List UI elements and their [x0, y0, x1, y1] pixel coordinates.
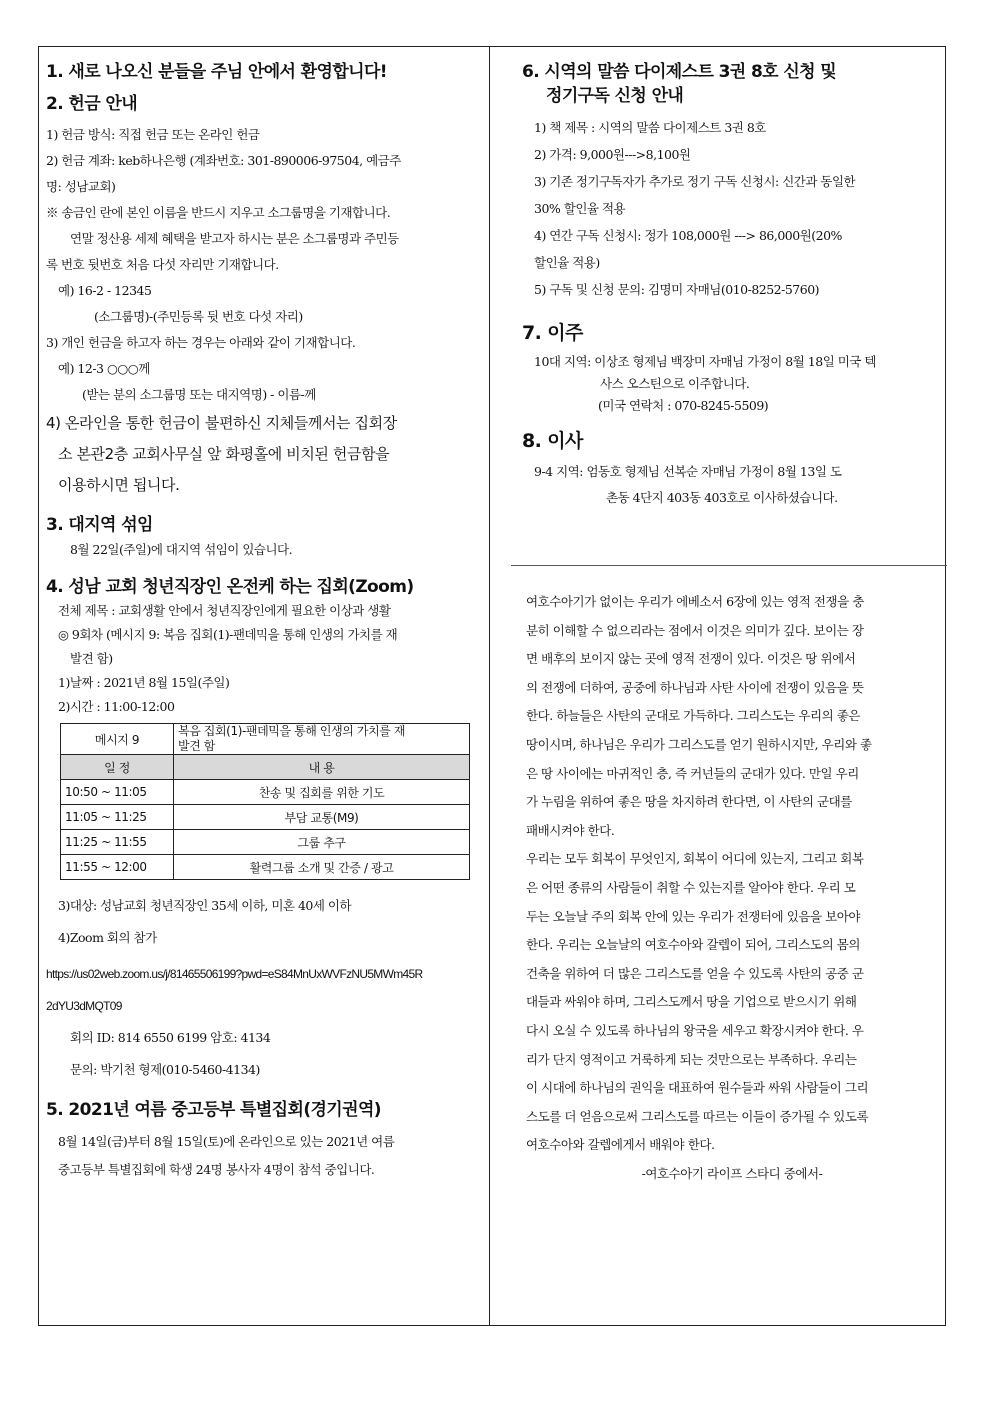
study-line: 두는 오늘날 주의 회복 안에 있는 우리가 전쟁터에 있음을 보아야: [526, 908, 860, 924]
offering-note: 4) 온라인을 통한 헌금이 불편하신 지체들께서는 집회장: [46, 414, 397, 432]
region-text: 8월 22일(주일)에 대지역 섞임이 있습니다.: [70, 542, 293, 557]
study-line: 땅이시며, 하나님은 우리가 그리스도를 얻기 원하시지만, 우리와 좋: [526, 736, 872, 752]
schedule-table: [60, 723, 470, 880]
schedule-header-row: [61, 724, 470, 755]
welcome-title: 1. 새로 나오신 분들을 주님 안에서 환영합니다!: [46, 62, 387, 82]
section-welcome: [46, 60, 486, 84]
youth-zoom: 4)Zoom 회의 참가: [58, 930, 157, 945]
left-column: [46, 60, 486, 1196]
offering-line: 명: 성남교회): [46, 179, 116, 194]
digest-line: 할인율 적용): [534, 255, 600, 270]
youth-time: 2)시간 : 11:00-12:00: [58, 699, 175, 714]
offering-example-note: (소그룹명)-(주민등록 뒷 번호 다섯 자리): [94, 309, 303, 324]
row-time: 10:50 ~ 11:05: [61, 780, 174, 805]
digest-line: 3) 기존 정기구독자가 추가로 정기 구독 신청시: 신간과 동일한: [534, 174, 856, 189]
youth-target: 3)대상: 성남교회 청년직장인 35세 이하, 미혼 40세 이하: [58, 898, 352, 913]
table-row: [61, 855, 470, 880]
meeting-contact: 문의: 박기천 형제(010-5460-4134): [70, 1062, 260, 1077]
digest-line: 4) 연간 구독 신청시: 정가 108,000원 ---> 86,000원(20%: [534, 228, 842, 243]
col-time: 일 정: [61, 755, 174, 780]
offering-line: 2) 헌금 계좌: keb하나은행 (계좌번호: 301-890006-97504, 예금주: [46, 153, 401, 168]
move-line: 10대 지역: 이상조 형제님 백장미 자매님 가정이 8월 18일 미국 텍: [534, 354, 876, 369]
table-row: [61, 780, 470, 805]
offering-example: 예) 16-2 - 12345: [58, 283, 152, 298]
digest-line: 5) 구독 및 신청 문의: 김명미 자매님(010-8252-5760): [534, 282, 820, 297]
offering-line: 록 번호 뒷번호 처음 다섯 자리만 기재합니다.: [46, 257, 279, 272]
message-title: [174, 724, 470, 755]
study-line: 한다. 우리는 오늘날의 여호수아와 갈렙이 되어, 그리스도의 몸의: [526, 937, 860, 953]
study-line: 여호수아와 갈렙에게서 배워야 한다.: [526, 1137, 715, 1153]
section-relocation: [522, 429, 942, 511]
section-summer: [46, 1098, 486, 1184]
move-line: (미국 연락처 : 070-8245-5509): [598, 398, 769, 413]
right-column-top: [522, 60, 942, 523]
digest-title: 6. 시역의 말씀 다이제스트 3권 8호 신청 및: [522, 62, 837, 82]
region-title: 3. 대지역 섞임: [46, 515, 153, 535]
relocation-title: 8. 이사: [522, 430, 583, 452]
message-title-line: 발견 함: [178, 739, 215, 753]
row-content: 그룹 추구: [174, 830, 470, 855]
offering-example: 예) 12-3 ○○○께: [58, 361, 150, 376]
section-region: [46, 513, 486, 563]
message-label: 메시지 9: [61, 724, 174, 755]
study-line: 이 시대에 하나님의 권익을 대표하여 원수들과 싸워 사람들이 그리: [526, 1080, 869, 1096]
youth-line: 발견 함): [70, 651, 113, 666]
study-line: 다시 오실 수 있도록 하나님의 왕국을 세우고 확장시켜야 한다. 우: [526, 1022, 864, 1038]
summer-title: 5. 2021년 여름 중고등부 특별집회(경기권역): [46, 1100, 381, 1120]
youth-line: 전체 제목 : 교회생활 안에서 청년직장인에게 필요한 이상과 생활: [58, 603, 391, 618]
study-line: 리가 단지 영적이고 거룩하게 되는 것만으로는 부족하다. 우리는: [526, 1051, 857, 1067]
move-title: 7. 이주: [522, 322, 583, 344]
study-line: 건축을 위하여 더 많은 그리스도를 얻을 수 있도록 사탄의 공중 군: [526, 965, 864, 981]
message-title-line: 복음 집회(1)-팬데믹을 통해 인생의 가치를 재: [178, 724, 406, 738]
study-line: 면 배후의 보이지 않는 곳에 영적 전쟁이 있다. 이것은 땅 위에서: [526, 651, 856, 667]
digest-line: 30% 할인율 적용: [534, 201, 626, 216]
section-offering: [46, 92, 486, 501]
digest-line: 2) 가격: 9,000원--->8,100원: [534, 147, 691, 162]
col-content: 내 용: [174, 755, 470, 780]
section-move: [522, 321, 942, 417]
study-line: 은 어떤 종류의 사람들이 취할 수 있는지를 알아야 한다. 우리 모: [526, 879, 856, 895]
row-content: 찬송 및 집회를 위한 기도: [174, 780, 470, 805]
row-time: 11:25 ~ 11:55: [61, 830, 174, 855]
digest-line: 1) 책 제목 : 시역의 말씀 다이제스트 3권 8호: [534, 120, 766, 135]
offering-line: ※ 송금인 란에 본인 이름을 반드시 지우고 소그룹명을 기재합니다.: [46, 205, 391, 220]
row-time: 11:55 ~ 12:00: [61, 855, 174, 880]
offering-line: 1) 헌금 방식: 직접 헌금 또는 온라인 헌금: [46, 127, 260, 142]
study-line: 한다. 하늘들은 사탄의 군대로 가득하다. 그리스도는 우리의 좋은: [526, 708, 860, 724]
meeting-id: 회의 ID: 814 6550 6199 암호: 4134: [70, 1030, 271, 1045]
row-time: 11:05 ~ 11:25: [61, 805, 174, 830]
study-line: 대들과 싸워야 하며, 그리스도께서 땅을 기업으로 받으시기 위해: [526, 994, 857, 1010]
study-line: 패배시켜야 한다.: [526, 822, 615, 838]
study-line: 가 누림을 위하여 좋은 땅을 차지하려 한다면, 이 사탄의 군대를: [526, 794, 852, 810]
study-line: 우리는 모두 회복이 무엇인지, 회복이 어디에 있는지, 그리고 회복: [526, 851, 864, 867]
offering-title: 2. 헌금 안내: [46, 94, 138, 114]
offering-example-note: (받는 분의 소그룹명 또는 대지역명) - 이름-께: [82, 387, 316, 402]
row-content: 활력그룹 소개 및 간증 / 광고: [174, 855, 470, 880]
study-source: -여호수아기 라이프 스타디 중에서-: [641, 1165, 823, 1181]
study-line: 분히 이해할 수 없으리라는 점에서 이것은 의미가 깊다. 보이는 장: [526, 622, 864, 638]
summer-line: 중고등부 특별집회에 학생 24명 봉사자 4명이 참석 중입니다.: [58, 1162, 375, 1177]
section-digest: [522, 60, 942, 303]
offering-line: 3) 개인 헌금을 하고자 하는 경우는 아래와 같이 기재합니다.: [46, 335, 356, 350]
row-content: 부담 교통(M9): [174, 805, 470, 830]
right-column-divider: [511, 565, 947, 566]
column-divider: [489, 47, 490, 1325]
zoom-link[interactable]: https://us02web.zoom.us/j/81465506199?pwd=eS84MnUxWVFzNU5MWm45R: [46, 967, 423, 981]
zoom-link[interactable]: 2dYU3dMQT09: [46, 999, 122, 1013]
offering-note: 이용하시면 됩니다.: [58, 476, 180, 494]
table-row: [61, 805, 470, 830]
study-line: 의 전쟁에 더하여, 공중에 하나님과 사탄 사이에 전쟁이 있음을 뜻: [526, 679, 864, 695]
youth-line: ◎ 9회차 (메시지 9: 복음 집회(1)-팬데믹을 통해 인생의 가치를 재: [58, 627, 398, 642]
offering-line: 연말 정산용 세제 혜택을 받고자 하시는 분은 소그룹명과 주민등: [70, 231, 399, 246]
youth-date: 1)날짜 : 2021년 8월 15일(주일): [58, 675, 230, 690]
schedule-column-header: [61, 755, 470, 780]
youth-title: 4. 성남 교회 청년직장인 온전케 하는 집회(Zoom): [46, 577, 414, 597]
study-line: 은 땅 사이에는 마귀적인 층, 즉 커넌들의 군대가 있다. 만일 우리: [526, 765, 859, 781]
study-excerpt: [526, 588, 938, 1188]
table-row: [61, 830, 470, 855]
section-youth: [46, 575, 486, 1086]
move-line: 사스 오스틴으로 이주합니다.: [600, 376, 750, 391]
digest-title: 정기구독 신청 안내: [546, 86, 684, 106]
offering-note: 소 본관2층 교회사무실 앞 화평홀에 비치된 헌금함을: [58, 445, 390, 463]
study-line: 스도를 더 얻음으로써 그리스도를 따르는 이들이 증가될 수 있도록: [526, 1108, 869, 1124]
study-line: 여호수아기가 없이는 우리가 에베소서 6장에 있는 영적 전쟁을 충: [526, 594, 864, 609]
relocation-line: 촌동 4단지 403동 403호로 이사하셨습니다.: [606, 490, 838, 505]
relocation-line: 9-4 지역: 엄동호 형제님 선복순 자매님 가정이 8월 13일 도: [534, 464, 842, 479]
summer-line: 8월 14일(금)부터 8월 15일(토)에 온라인으로 있는 2021년 여름: [58, 1134, 395, 1149]
